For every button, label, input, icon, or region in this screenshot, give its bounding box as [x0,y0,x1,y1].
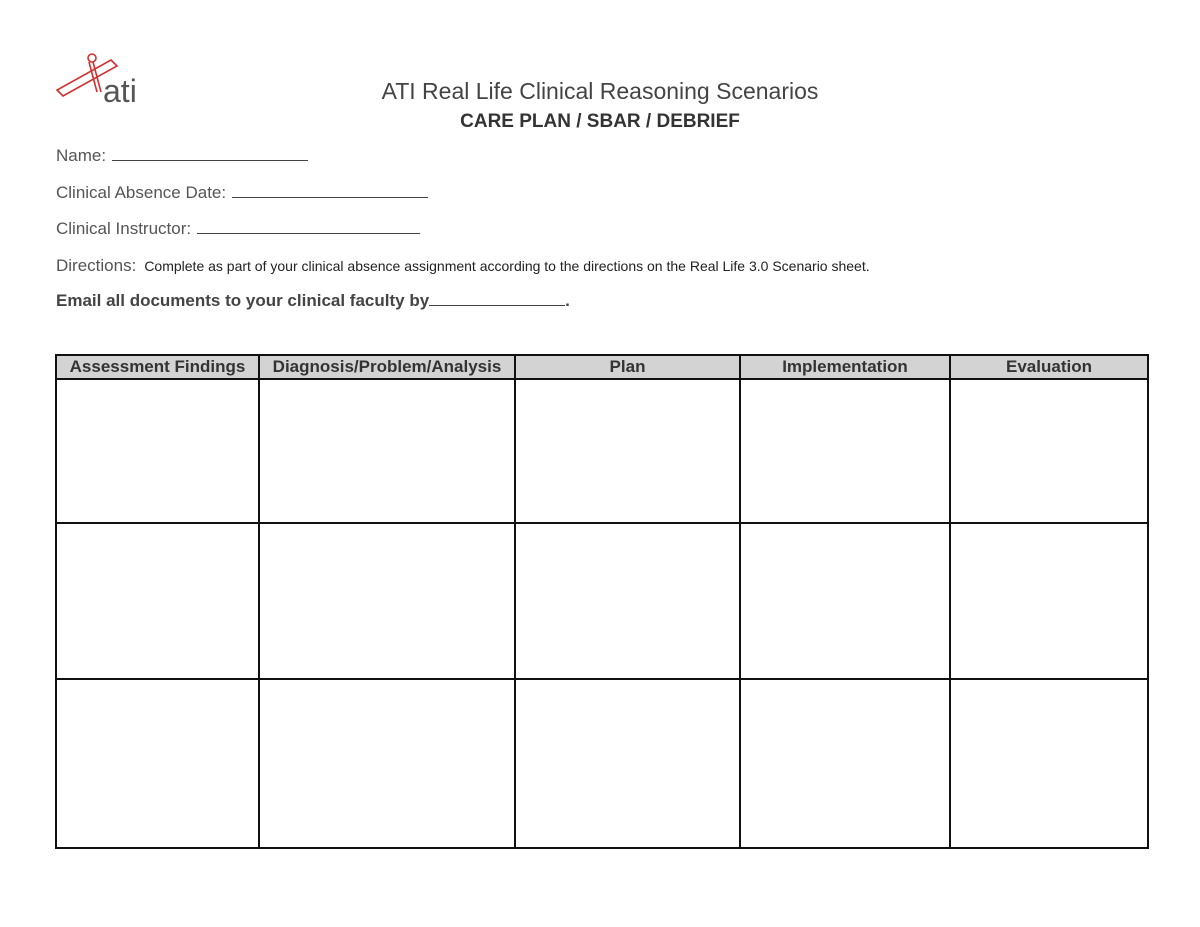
table-cell[interactable] [950,379,1148,523]
directions-text: Complete as part of your clinical absence assignment according to the directions on the Real Life 3.0 Scenario sheet. [144,258,870,274]
table-row [56,523,1148,680]
table-cell[interactable] [740,523,950,680]
table-cell[interactable] [950,523,1148,680]
instructor-label: Clinical Instructor: [56,219,192,238]
col-header-implementation: Implementation [740,355,950,379]
table-cell[interactable] [950,679,1148,848]
table-cell[interactable] [56,523,259,680]
ati-logo [55,52,165,107]
absence-date-blank-line[interactable] [232,183,428,198]
email-suffix: . [565,291,570,310]
col-header-evaluation: Evaluation [950,355,1148,379]
table-cell[interactable] [515,379,740,523]
table-cell[interactable] [56,679,259,848]
directions [56,256,870,276]
table-cell[interactable] [740,379,950,523]
care-plan-table [55,354,1149,849]
page-title: ATI Real Life Clinical Reasoning Scenarios [381,78,819,104]
table-header-row [56,355,1148,379]
absence-date-field[interactable] [56,183,428,203]
name-field[interactable] [56,146,308,166]
email-instruction [56,291,570,311]
table-cell[interactable] [259,379,515,523]
ati-logo-text: ati [103,73,137,107]
table-cell[interactable] [56,379,259,523]
absence-date-label: Clinical Absence Date: [56,183,227,202]
email-label: Email all documents to your clinical faculty by [56,291,430,310]
col-header-assessment: Assessment Findings [56,355,259,379]
instructor-blank-line[interactable] [197,219,420,234]
table-cell[interactable] [259,679,515,848]
table-cell[interactable] [515,679,740,848]
col-header-diagnosis: Diagnosis/Problem/Analysis [259,355,515,379]
table-row [56,679,1148,848]
directions-label: Directions: [56,256,137,275]
col-header-plan: Plan [515,355,740,379]
table-cell[interactable] [740,679,950,848]
page-subtitle: CARE PLAN / SBAR / DEBRIEF [460,111,740,132]
name-blank-line[interactable] [112,146,308,161]
table-cell[interactable] [259,523,515,680]
ati-logo-graphic [55,52,165,107]
email-due-blank-line[interactable] [429,291,565,306]
instructor-field[interactable] [56,219,420,239]
name-label: Name: [56,146,107,165]
table-row [56,379,1148,523]
table-cell[interactable] [515,523,740,680]
